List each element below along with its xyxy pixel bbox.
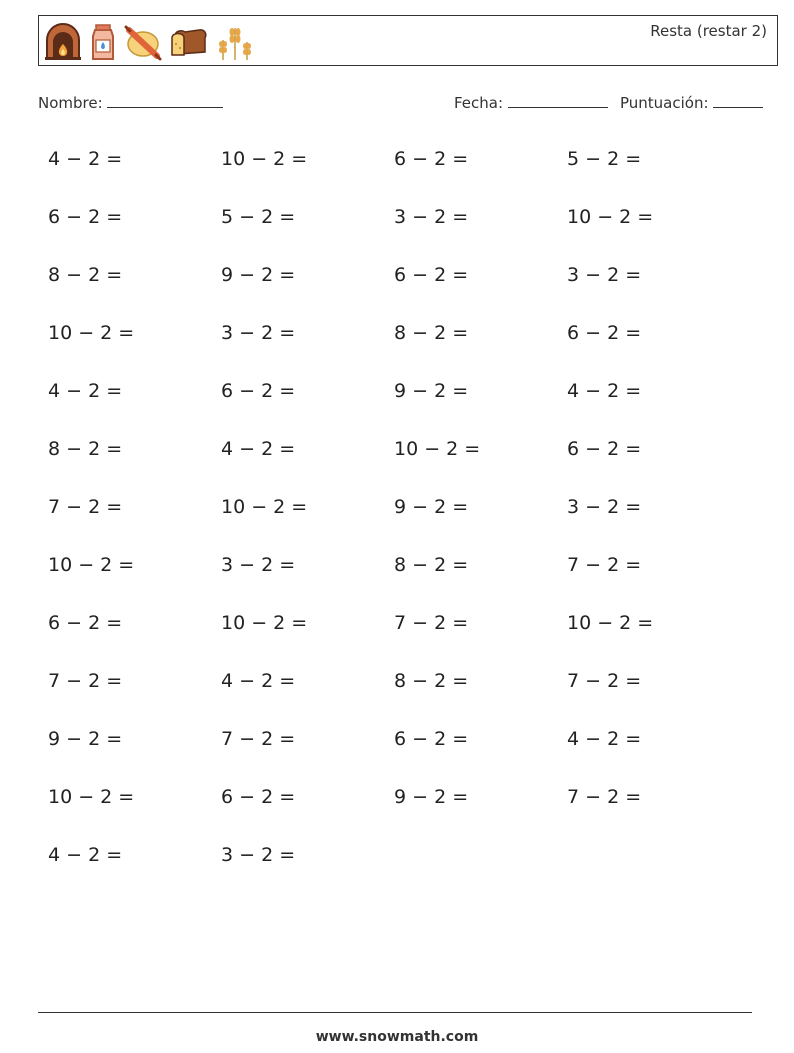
oven-icon: [43, 22, 83, 62]
name-field[interactable]: [38, 93, 223, 112]
problem-item: 3 − 2 =: [221, 844, 296, 866]
problem-item: 6 − 2 =: [394, 148, 469, 170]
problem-item: 9 − 2 =: [48, 728, 123, 750]
problem-item: 7 − 2 =: [48, 496, 123, 518]
problem-item: 8 − 2 =: [48, 264, 123, 286]
problem-item: 6 − 2 =: [394, 264, 469, 286]
wheat-icon: [215, 22, 255, 62]
problem-item: 3 − 2 =: [394, 206, 469, 228]
problem-item: 6 − 2 =: [221, 380, 296, 402]
name-label: Nombre:: [38, 94, 103, 112]
worksheet-header: [38, 15, 778, 66]
problem-item: 7 − 2 =: [567, 554, 642, 576]
date-field[interactable]: [454, 93, 608, 112]
problem-item: 9 − 2 =: [394, 496, 469, 518]
rolling-pin-dough-icon: [123, 22, 163, 62]
problem-item: 10 − 2 =: [221, 612, 308, 634]
milk-carton-icon: [89, 22, 117, 62]
score-line[interactable]: [713, 93, 763, 108]
problem-item: 9 − 2 =: [394, 380, 469, 402]
problem-item: 4 − 2 =: [567, 380, 642, 402]
problem-item: 10 − 2 =: [48, 554, 135, 576]
date-line[interactable]: [508, 93, 608, 108]
problem-item: 10 − 2 =: [567, 612, 654, 634]
header-icons: [43, 22, 261, 62]
problem-item: 6 − 2 =: [48, 206, 123, 228]
problem-item: 7 − 2 =: [567, 786, 642, 808]
name-line[interactable]: [107, 93, 223, 108]
problem-item: 3 − 2 =: [221, 322, 296, 344]
problem-item: 5 − 2 =: [567, 148, 642, 170]
problem-item: 4 − 2 =: [48, 148, 123, 170]
score-field[interactable]: [620, 93, 763, 112]
footer-url: www.snowmath.com: [315, 1029, 479, 1045]
problem-item: 8 − 2 =: [394, 670, 469, 692]
problem-item: 4 − 2 =: [221, 438, 296, 460]
problem-item: 10 − 2 =: [48, 322, 135, 344]
problem-item: 8 − 2 =: [394, 322, 469, 344]
problem-item: 5 − 2 =: [221, 206, 296, 228]
worksheet-title: Resta (restar 2): [650, 22, 767, 40]
problem-item: 9 − 2 =: [221, 264, 296, 286]
problem-item: 4 − 2 =: [48, 844, 123, 866]
problem-item: 6 − 2 =: [567, 322, 642, 344]
problem-item: 6 − 2 =: [394, 728, 469, 750]
problem-item: 7 − 2 =: [567, 670, 642, 692]
problem-item: 10 − 2 =: [394, 438, 481, 460]
problem-item: 10 − 2 =: [48, 786, 135, 808]
problem-item: 6 − 2 =: [48, 612, 123, 634]
problem-item: 9 − 2 =: [394, 786, 469, 808]
problem-item: 3 − 2 =: [221, 554, 296, 576]
problem-item: 4 − 2 =: [567, 728, 642, 750]
problem-item: 8 − 2 =: [48, 438, 123, 460]
problem-item: 7 − 2 =: [394, 612, 469, 634]
date-label: Fecha:: [454, 94, 504, 112]
bread-loaf-icon: [169, 22, 209, 62]
score-label: Puntuación:: [620, 94, 709, 112]
problem-item: 4 − 2 =: [48, 380, 123, 402]
problem-item: 6 − 2 =: [221, 786, 296, 808]
problem-item: 8 − 2 =: [394, 554, 469, 576]
footer-divider: [38, 1012, 752, 1013]
problem-item: 3 − 2 =: [567, 496, 642, 518]
problem-item: 7 − 2 =: [48, 670, 123, 692]
problem-item: 10 − 2 =: [221, 496, 308, 518]
problem-item: 10 − 2 =: [567, 206, 654, 228]
problem-item: 4 − 2 =: [221, 670, 296, 692]
problem-item: 6 − 2 =: [567, 438, 642, 460]
problem-item: 3 − 2 =: [567, 264, 642, 286]
problem-item: 7 − 2 =: [221, 728, 296, 750]
problem-item: 10 − 2 =: [221, 148, 308, 170]
